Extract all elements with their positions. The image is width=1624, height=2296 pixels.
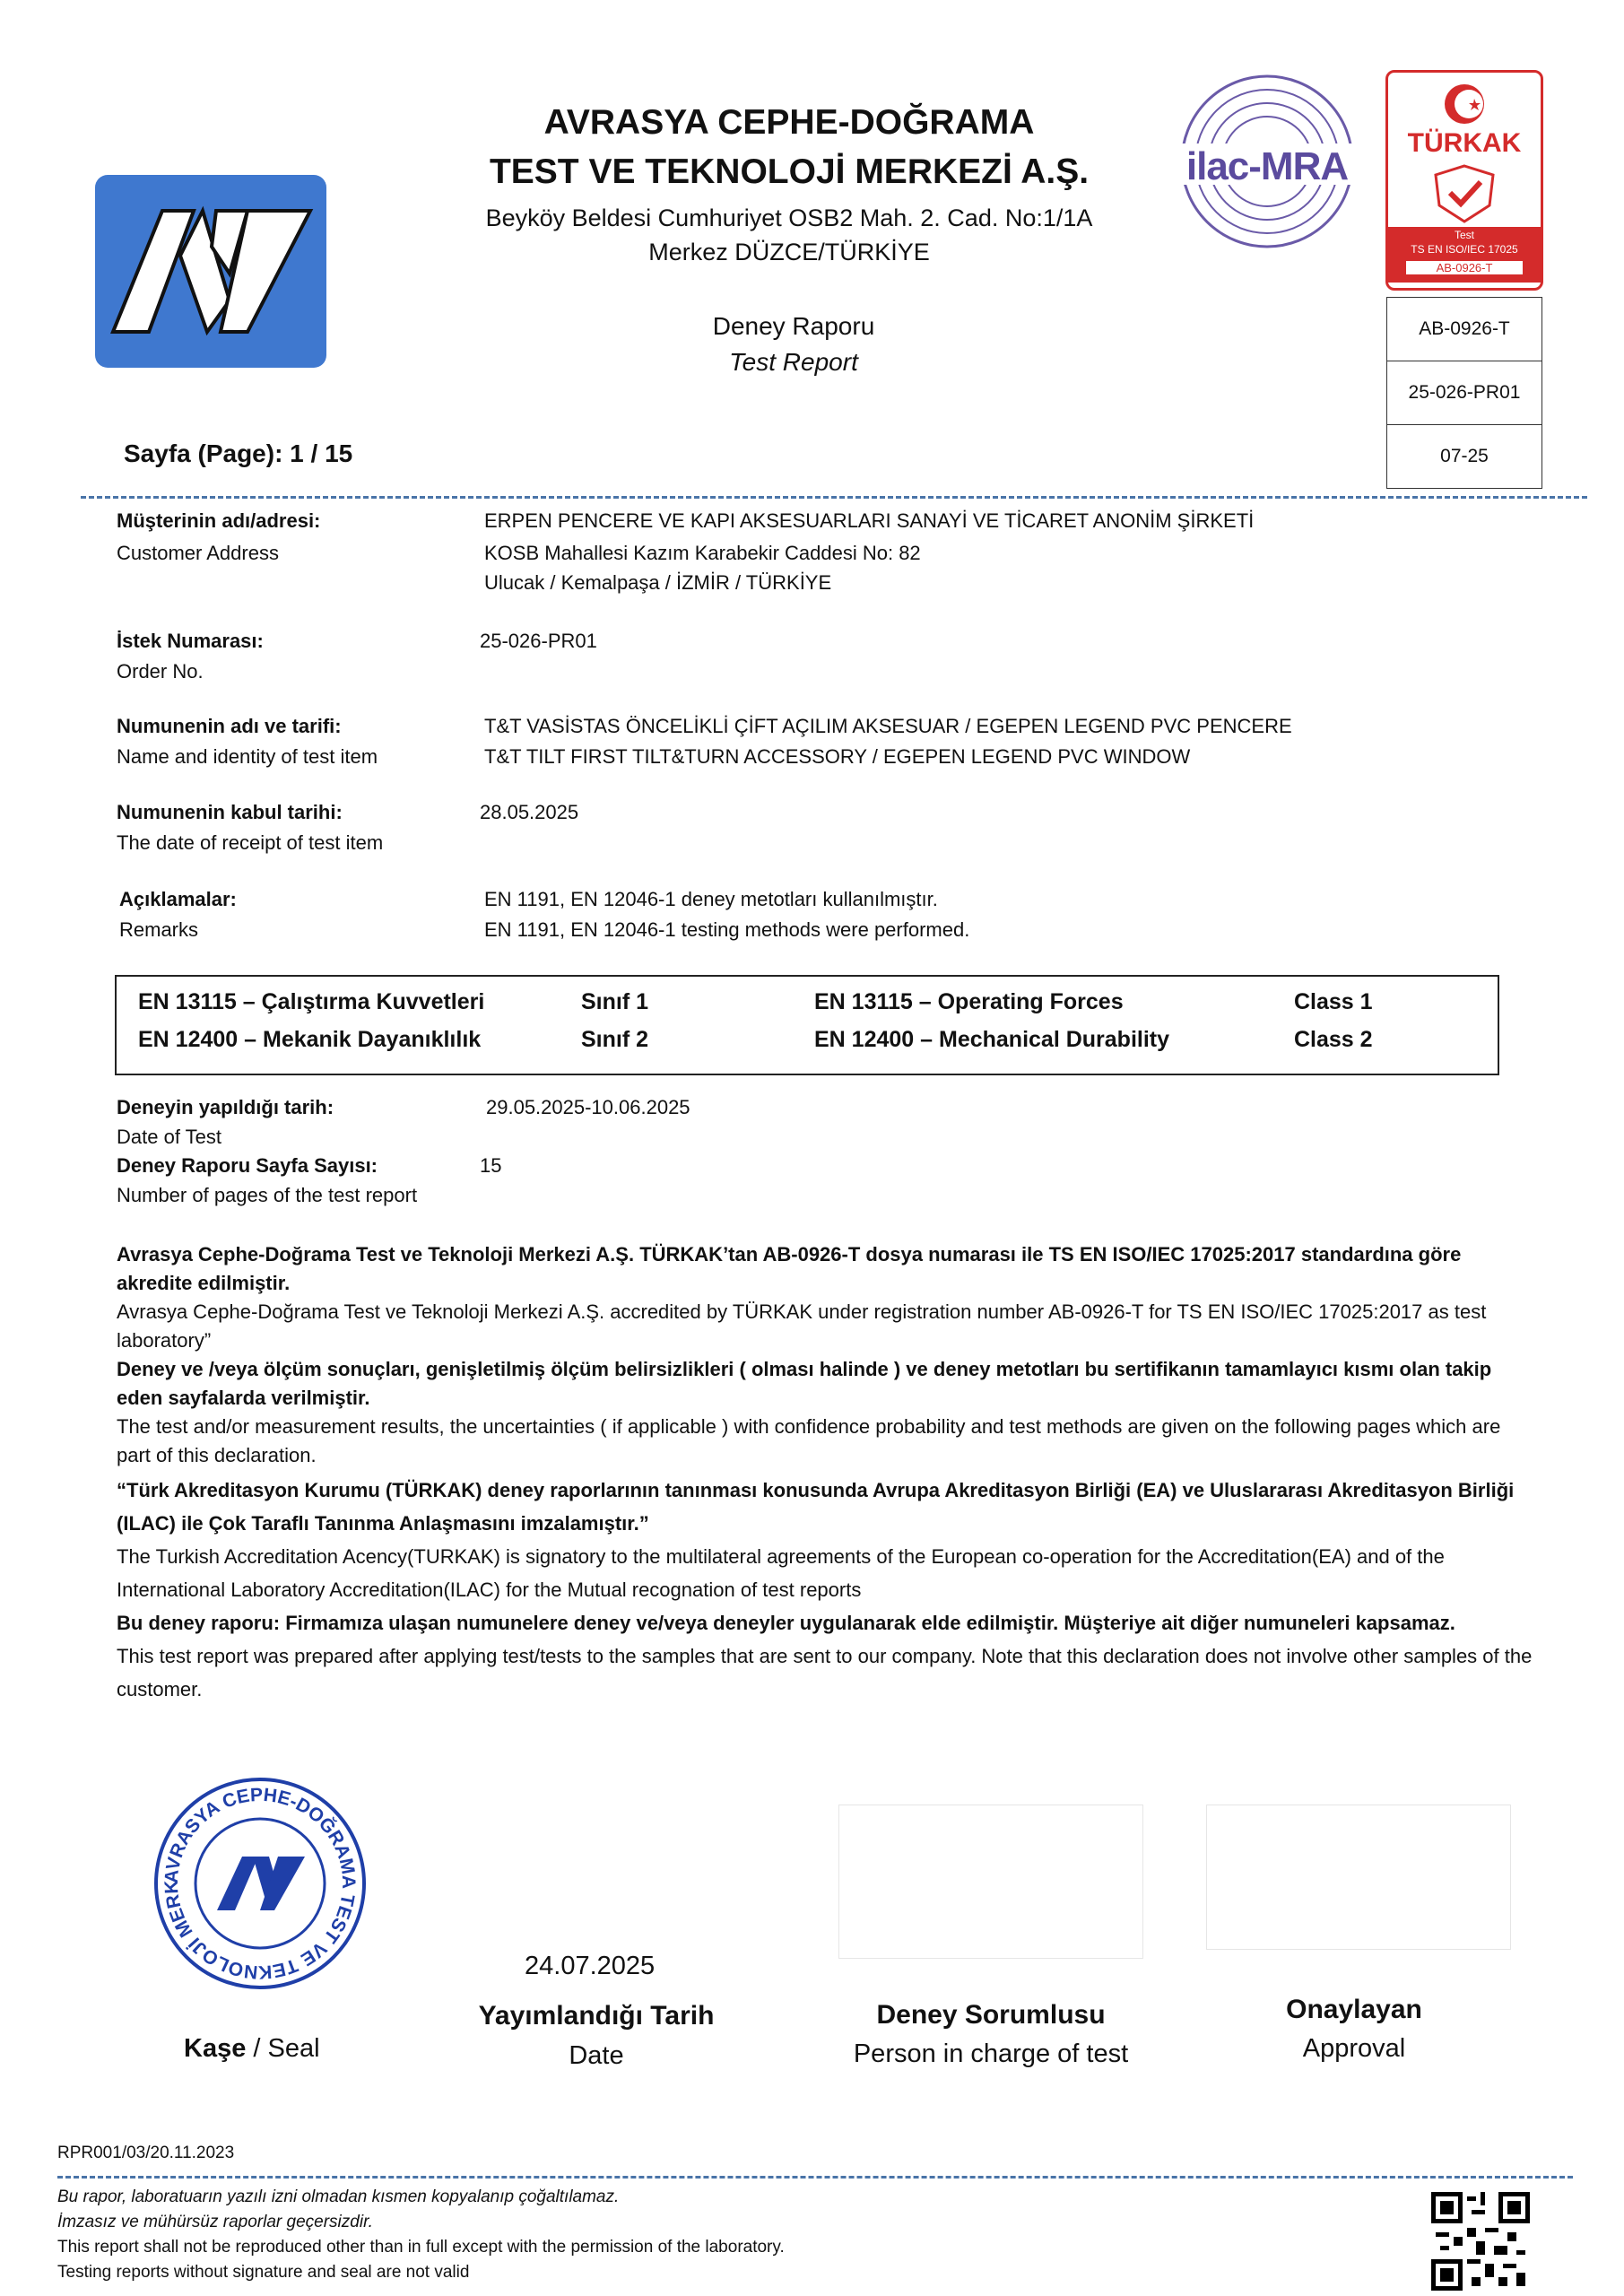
- report-title-en: Test Report: [729, 348, 858, 376]
- page-count-label-en: Number of pages of the test report: [117, 1184, 418, 1206]
- report-codes-box: [1386, 297, 1542, 489]
- qr-code: [1431, 2192, 1530, 2291]
- footer-divider: [57, 2176, 1573, 2179]
- turkak-sub1: Test: [1454, 229, 1474, 241]
- qr-code-icon: [1431, 2192, 1530, 2291]
- standard-2-tr-class: Sınıf 2: [581, 1027, 649, 1052]
- approval-signature-area: [1206, 1805, 1511, 1950]
- report-revision: 07-25: [1440, 446, 1489, 466]
- item-label-tr: Numunenin adı ve tarifi:: [117, 715, 342, 737]
- accreditation-p3-tr: “Türk Akreditasyon Kurumu (TÜRKAK) deney raporlarının tanınması konusunda Avrupa Akreditasyon Birliği (EA) ve Uluslararası Akreditasyon Birliği (ILAC) ile Çok Taraflı Tanınma Anlaşmasını imzalamıştır.”: [117, 1479, 1515, 1535]
- person-signature-area: [838, 1805, 1143, 1959]
- standard-1-en-class: Class 1: [1294, 989, 1373, 1014]
- standard-1-tr: EN 13115 – Çalıştırma Kuvvetleri: [138, 989, 485, 1014]
- customer-label-tr: Müşterinin adı/adresi:: [117, 509, 321, 532]
- person-in-charge-title: Deney Sorumlusu: [876, 2000, 1106, 2030]
- item-label-en: Name and identity of test item: [117, 745, 378, 768]
- approval-title: Onaylayan: [1286, 1995, 1422, 2024]
- footer-notes: [57, 2185, 785, 2285]
- standard-2-tr: EN 12400 – Mekanik Dayanıklılık: [138, 1027, 482, 1052]
- receipt-label-en: The date of receipt of test item: [117, 831, 384, 854]
- page-count-value: 15: [480, 1154, 502, 1177]
- page-info: Sayfa (Page): 1 / 15: [124, 439, 353, 467]
- seal-label: [184, 2034, 320, 2064]
- footer-line3: This report shall not be reproduced other than in full except with the permission of the laboratory.: [57, 2238, 785, 2257]
- company-seal: [152, 1776, 368, 1991]
- remarks-value-tr: EN 1191, EN 12046-1 deney metotları kullanılmıştır.: [484, 888, 938, 910]
- issue-date-sub: Date: [569, 2041, 624, 2070]
- header-divider: [81, 496, 1587, 499]
- customer-name: ERPEN PENCERE VE KAPI AKSESUARLARI SANAYİ VE TİCARET ANONİM ŞİRKETİ: [484, 509, 1255, 532]
- customer-address-line1: KOSB Mahallesi Kazım Karabekir Caddesi No: 82: [484, 542, 921, 564]
- footer-line2: İmzasız ve mühürsüz raporlar geçersizdir.: [57, 2213, 373, 2231]
- order-number: 25-026-PR01: [480, 630, 597, 652]
- person-in-charge-sub: Person in charge of test: [853, 2039, 1129, 2068]
- order-label-tr: İstek Numarası:: [117, 630, 264, 652]
- company-name-line1: AVRASYA CEPHE-DOĞRAMA: [543, 103, 1035, 142]
- page-count-label-tr: Deney Raporu Sayfa Sayısı:: [117, 1154, 378, 1177]
- seal-label-tr: Kaşe: [184, 2034, 247, 2063]
- standards-box: [115, 975, 1499, 1075]
- accreditation-p1-en: Avrasya Cephe-Doğrama Test ve Teknoloji Merkezi A.Ş. accredited by TÜRKAK under registration number AB-0926-T for TS EN ISO/IEC 17025:2017 as test laboratory”: [117, 1300, 1487, 1352]
- remarks-label-en: Remarks: [119, 918, 199, 941]
- standard-2-en-class: Class 2: [1294, 1027, 1373, 1052]
- accreditation-p2-en: The test and/or measurement results, the uncertainties ( if applicable ) with confidence probability and test methods are given on the following pages which are part of this declaration.: [117, 1415, 1501, 1466]
- accreditation-p4-tr: Bu deney raporu: Firmamıza ulaşan numunelere deney ve/veya deneyler uygulanarak elde edilmiştir. Müşteriye ait diğer numuneleri kapsamaz.: [117, 1612, 1455, 1634]
- seal-ring-text: AVRASYA CEPHE-DOĞRAMA TEST VE TEKNOLOJİ MERK: [161, 1784, 360, 1983]
- standard-1-tr-class: Sınıf 1: [581, 989, 649, 1014]
- accreditation-statements: [117, 1240, 1533, 1706]
- seal-stamp-icon: [152, 1776, 368, 1991]
- remarks-value-en: EN 1191, EN 12046-1 testing methods were performed.: [484, 918, 970, 941]
- company-name-line2: TEST VE TEKNOLOJİ MERKEZİ A.Ş.: [489, 152, 1090, 191]
- receipt-date: 28.05.2025: [480, 801, 579, 823]
- customer-label-en: Customer Address: [117, 542, 279, 564]
- footer-line4: Testing reports without signature and seal are not valid: [57, 2263, 470, 2282]
- seal-label-en: / Seal: [246, 2034, 320, 2063]
- turkak-code: AB-0926-T: [1406, 261, 1523, 274]
- accreditation-p1-tr: Avrasya Cephe-Doğrama Test ve Teknoloji Merkezi A.Ş. TÜRKAK’tan AB-0926-T dosya numarası ile TS EN ISO/IEC 17025:2017 standardına göre akredite edilmiştir.: [117, 1243, 1462, 1294]
- standard-2-en: EN 12400 – Mechanical Durability: [814, 1027, 1170, 1052]
- report-title-tr: Deney Raporu: [712, 312, 875, 340]
- test-date-label-en: Date of Test: [117, 1126, 221, 1148]
- test-date-value: 29.05.2025-10.06.2025: [486, 1096, 690, 1118]
- footer-line1: Bu rapor, laboratuarın yazılı izni olmadan kısmen kopyalanıp çoğaltılamaz.: [57, 2187, 620, 2206]
- company-address-line2: Merkez DÜZCE/TÜRKİYE: [648, 239, 930, 265]
- receipt-label-tr: Numunenin kabul tarihi:: [117, 801, 343, 823]
- issue-date: 24.07.2025: [525, 1952, 656, 1980]
- turkak-sub2: TS EN ISO/IEC 17025: [1411, 243, 1518, 256]
- ilac-mra-text: ilac-MRA: [1185, 144, 1349, 188]
- item-value-en: T&T TILT FIRST TILT&TURN ACCESSORY / EGEPEN LEGEND PVC WINDOW: [484, 745, 1191, 768]
- turkak-badge: [1385, 70, 1543, 291]
- item-value-tr: T&T VASİSTAS ÖNCELİKLİ ÇİFT AÇILIM AKSESUAR / EGEPEN LEGEND PVC PENCERE: [484, 715, 1292, 737]
- issue-date-title: Yayımlandığı Tarih: [478, 2001, 715, 2031]
- customer-address-line2: Ulucak / Kemalpaşa / İZMİR / TÜRKİYE: [484, 571, 832, 594]
- company-address-line1: Beyköy Beldesi Cumhuriyet OSB2 Mah. 2. Cad. No:1/1A: [485, 204, 1093, 231]
- accreditation-p2-tr: Deney ve /veya ölçüm sonuçları, genişletilmiş ölçüm belirsizlikleri ( olması halinde ) ve deney metotları bu sertifikanın tamamlayıcı kısmı olan takip eden sayfalarda verilmiştir.: [117, 1358, 1492, 1409]
- approval-sub: Approval: [1302, 2034, 1406, 2063]
- company-logo: [95, 175, 326, 368]
- crescent-star-icon: [1435, 82, 1494, 126]
- accreditation-p4-en: This test report was prepared after applying test/tests to the samples that are sent to our company. Note that this declaration does not involve other samples of the customer.: [117, 1645, 1533, 1700]
- checkmark-icon: [1429, 162, 1500, 225]
- accreditation-code: AB-0926-T: [1387, 298, 1541, 361]
- remarks-label-tr: Açıklamalar:: [119, 888, 237, 910]
- standard-1-en: EN 13115 – Operating Forces: [814, 989, 1124, 1014]
- turkak-text: TÜRKAK: [1407, 128, 1522, 158]
- test-date-label-tr: Deneyin yapıldığı tarih:: [117, 1096, 334, 1118]
- report-number: 25-026-PR01: [1387, 361, 1541, 425]
- form-code: RPR001/03/20.11.2023: [57, 2144, 235, 2162]
- av-logo-icon: [95, 175, 326, 368]
- order-label-en: Order No.: [117, 660, 204, 683]
- ilac-mra-badge: [1164, 67, 1370, 256]
- accreditation-p3-en: The Turkish Accreditation Acency(TURKAK) is signatory to the multilateral agreements of the European co-operation for the Accreditation(EA) and of the International Laboratory Accreditation(ILAC) for the Mutual recognation of test reports: [117, 1545, 1445, 1601]
